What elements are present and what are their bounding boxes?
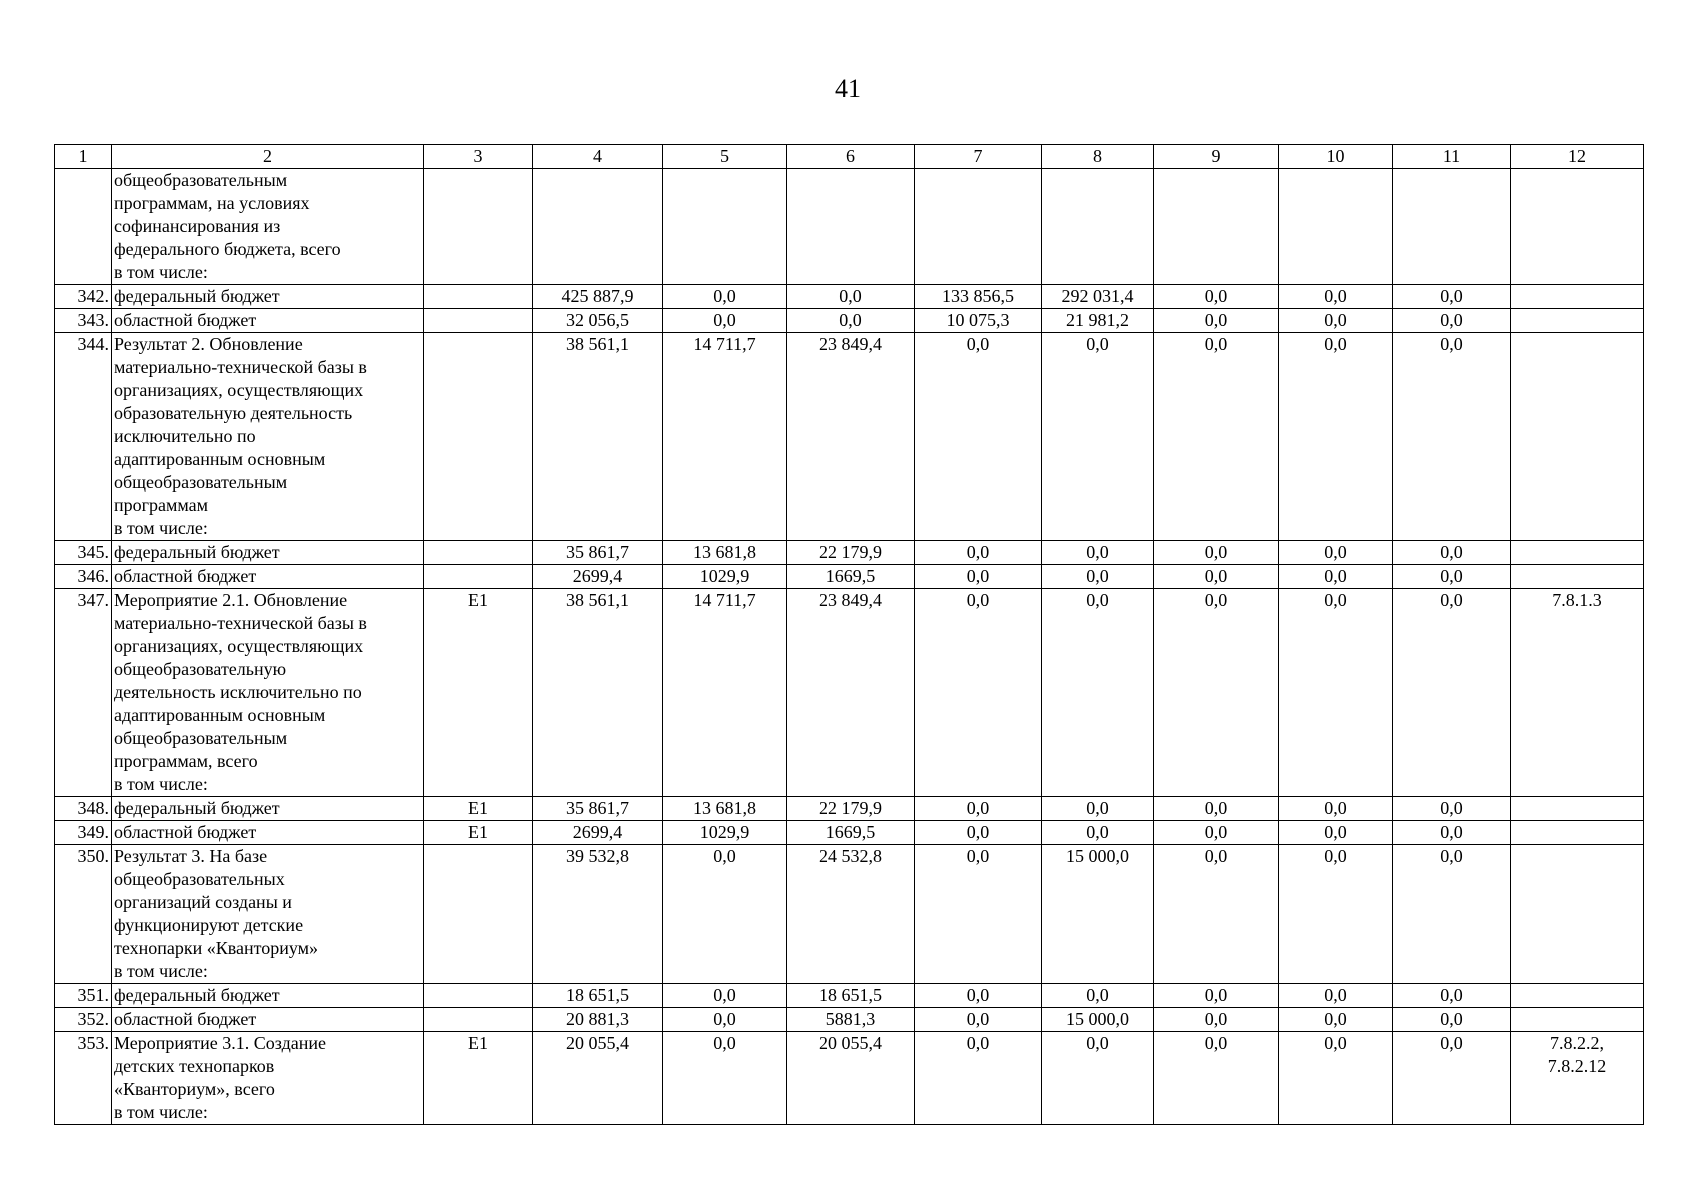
reference-cell [1511, 821, 1644, 845]
col-4-value-cell: 35 861,7 [533, 541, 663, 565]
col-7-value-cell: 0,0 [915, 589, 1042, 797]
row-number-cell: 351. [55, 984, 112, 1008]
row-number-cell: 349. [55, 821, 112, 845]
code-cell [424, 845, 533, 984]
col-11-value-cell: 0,0 [1393, 589, 1511, 797]
col-7-value-cell: 0,0 [915, 1032, 1042, 1125]
col-11-value-cell: 0,0 [1393, 1008, 1511, 1032]
col-5-value-cell [663, 169, 787, 285]
item-name-cell: Мероприятие 2.1. Обновление материально-технической базы в организациях, осуществляющих общеобразовательную деятельность исключительно по адаптированным основным общеобразовательным программам, всего в том числе: [112, 589, 424, 797]
col-5-value-cell: 0,0 [663, 1008, 787, 1032]
code-cell [424, 1008, 533, 1032]
code-cell: E1 [424, 821, 533, 845]
item-name-cell: областной бюджет [112, 565, 424, 589]
column-header: 12 [1511, 145, 1644, 169]
col-9-value-cell: 0,0 [1154, 309, 1279, 333]
table-row [55, 309, 1644, 333]
col-9-value-cell: 0,0 [1154, 845, 1279, 984]
col-5-value-cell: 0,0 [663, 1032, 787, 1125]
reference-cell [1511, 333, 1644, 541]
col-4-value-cell: 18 651,5 [533, 984, 663, 1008]
col-9-value-cell: 0,0 [1154, 285, 1279, 309]
code-cell [424, 309, 533, 333]
col-8-value-cell: 292 031,4 [1042, 285, 1154, 309]
col-4-value-cell: 2699,4 [533, 565, 663, 589]
col-4-value-cell: 39 532,8 [533, 845, 663, 984]
col-8-value-cell: 0,0 [1042, 541, 1154, 565]
col-4-value-cell: 38 561,1 [533, 333, 663, 541]
col-11-value-cell: 0,0 [1393, 797, 1511, 821]
column-header: 3 [424, 145, 533, 169]
col-10-value-cell: 0,0 [1279, 285, 1393, 309]
col-4-value-cell: 38 561,1 [533, 589, 663, 797]
reference-cell [1511, 797, 1644, 821]
table-row [55, 845, 1644, 984]
col-11-value-cell: 0,0 [1393, 285, 1511, 309]
col-11-value-cell: 0,0 [1393, 1032, 1511, 1125]
col-6-value-cell: 1669,5 [787, 821, 915, 845]
col-11-value-cell [1393, 169, 1511, 285]
reference-cell [1511, 541, 1644, 565]
col-5-value-cell: 14 711,7 [663, 333, 787, 541]
col-9-value-cell: 0,0 [1154, 821, 1279, 845]
col-6-value-cell: 0,0 [787, 309, 915, 333]
reference-cell [1511, 285, 1644, 309]
table-body [55, 169, 1644, 1125]
table-row [55, 1032, 1644, 1125]
reference-cell [1511, 565, 1644, 589]
code-cell [424, 285, 533, 309]
col-7-value-cell: 0,0 [915, 821, 1042, 845]
row-number-cell: 348. [55, 797, 112, 821]
item-name-cell: Результат 3. На базе общеобразовательных организаций созданы и функционируют детские технопарки «Кванториум» в том числе: [112, 845, 424, 984]
col-8-value-cell: 21 981,2 [1042, 309, 1154, 333]
col-8-value-cell: 0,0 [1042, 984, 1154, 1008]
column-header: 10 [1279, 145, 1393, 169]
code-cell: E1 [424, 589, 533, 797]
col-6-value-cell: 0,0 [787, 285, 915, 309]
item-name-cell: областной бюджет [112, 821, 424, 845]
table-row [55, 984, 1644, 1008]
col-9-value-cell: 0,0 [1154, 333, 1279, 541]
col-10-value-cell [1279, 169, 1393, 285]
col-9-value-cell: 0,0 [1154, 797, 1279, 821]
table-row [55, 541, 1644, 565]
reference-cell: 7.8.2.2, 7.8.2.12 [1511, 1032, 1644, 1125]
col-9-value-cell: 0,0 [1154, 1008, 1279, 1032]
col-11-value-cell: 0,0 [1393, 845, 1511, 984]
col-5-value-cell: 0,0 [663, 309, 787, 333]
column-header: 9 [1154, 145, 1279, 169]
col-5-value-cell: 0,0 [663, 984, 787, 1008]
col-4-value-cell: 20 881,3 [533, 1008, 663, 1032]
item-name-cell: федеральный бюджет [112, 285, 424, 309]
column-header: 1 [55, 145, 112, 169]
item-name-cell: Результат 2. Обновление материально-технической базы в организациях, осуществляющих образовательную деятельность исключительно по адаптированным основным общеобразовательным программам в том числе: [112, 333, 424, 541]
col-11-value-cell: 0,0 [1393, 984, 1511, 1008]
col-8-value-cell: 0,0 [1042, 821, 1154, 845]
row-number-cell: 353. [55, 1032, 112, 1125]
col-8-value-cell: 0,0 [1042, 1032, 1154, 1125]
col-8-value-cell: 15 000,0 [1042, 845, 1154, 984]
col-6-value-cell: 22 179,9 [787, 541, 915, 565]
row-number-cell [55, 169, 112, 285]
row-number-cell: 350. [55, 845, 112, 984]
col-11-value-cell: 0,0 [1393, 565, 1511, 589]
table-row [55, 797, 1644, 821]
reference-cell: 7.8.1.3 [1511, 589, 1644, 797]
col-6-value-cell: 18 651,5 [787, 984, 915, 1008]
column-number-row [55, 145, 1644, 169]
col-7-value-cell [915, 169, 1042, 285]
reference-cell [1511, 1008, 1644, 1032]
table-row [55, 285, 1644, 309]
col-9-value-cell: 0,0 [1154, 589, 1279, 797]
col-10-value-cell: 0,0 [1279, 1008, 1393, 1032]
col-7-value-cell: 10 075,3 [915, 309, 1042, 333]
code-cell: E1 [424, 797, 533, 821]
row-number-cell: 343. [55, 309, 112, 333]
col-6-value-cell: 23 849,4 [787, 333, 915, 541]
col-9-value-cell: 0,0 [1154, 984, 1279, 1008]
col-5-value-cell: 0,0 [663, 285, 787, 309]
column-header: 8 [1042, 145, 1154, 169]
col-6-value-cell: 23 849,4 [787, 589, 915, 797]
col-10-value-cell: 0,0 [1279, 541, 1393, 565]
col-4-value-cell: 32 056,5 [533, 309, 663, 333]
reference-cell [1511, 309, 1644, 333]
row-number-cell: 344. [55, 333, 112, 541]
table-row [55, 589, 1644, 797]
item-name-cell: федеральный бюджет [112, 797, 424, 821]
row-number-cell: 345. [55, 541, 112, 565]
col-8-value-cell: 15 000,0 [1042, 1008, 1154, 1032]
page-number: 41 [835, 74, 861, 103]
code-cell [424, 169, 533, 285]
reference-cell [1511, 169, 1644, 285]
col-10-value-cell: 0,0 [1279, 309, 1393, 333]
row-number-cell: 347. [55, 589, 112, 797]
column-header: 2 [112, 145, 424, 169]
col-4-value-cell [533, 169, 663, 285]
item-name-cell: общеобразовательным программам, на условиях софинансирования из федерального бюджета, всего в том числе: [112, 169, 424, 285]
col-10-value-cell: 0,0 [1279, 333, 1393, 541]
col-9-value-cell: 0,0 [1154, 541, 1279, 565]
col-10-value-cell: 0,0 [1279, 845, 1393, 984]
col-10-value-cell: 0,0 [1279, 589, 1393, 797]
col-8-value-cell: 0,0 [1042, 333, 1154, 541]
col-10-value-cell: 0,0 [1279, 1032, 1393, 1125]
col-9-value-cell: 0,0 [1154, 1032, 1279, 1125]
col-4-value-cell: 35 861,7 [533, 797, 663, 821]
col-7-value-cell: 133 856,5 [915, 285, 1042, 309]
col-7-value-cell: 0,0 [915, 1008, 1042, 1032]
col-7-value-cell: 0,0 [915, 797, 1042, 821]
col-9-value-cell [1154, 169, 1279, 285]
col-5-value-cell: 13 681,8 [663, 541, 787, 565]
item-name-cell: федеральный бюджет [112, 541, 424, 565]
item-name-cell: областной бюджет [112, 1008, 424, 1032]
col-11-value-cell: 0,0 [1393, 309, 1511, 333]
col-6-value-cell: 5881,3 [787, 1008, 915, 1032]
col-10-value-cell: 0,0 [1279, 821, 1393, 845]
table-row [55, 169, 1644, 285]
reference-cell [1511, 984, 1644, 1008]
table-row [55, 565, 1644, 589]
col-6-value-cell: 20 055,4 [787, 1032, 915, 1125]
col-4-value-cell: 20 055,4 [533, 1032, 663, 1125]
col-8-value-cell [1042, 169, 1154, 285]
item-name-cell: федеральный бюджет [112, 984, 424, 1008]
col-7-value-cell: 0,0 [915, 565, 1042, 589]
code-cell [424, 565, 533, 589]
col-7-value-cell: 0,0 [915, 333, 1042, 541]
col-11-value-cell: 0,0 [1393, 821, 1511, 845]
col-7-value-cell: 0,0 [915, 845, 1042, 984]
code-cell [424, 541, 533, 565]
col-4-value-cell: 425 887,9 [533, 285, 663, 309]
col-5-value-cell: 1029,9 [663, 565, 787, 589]
col-8-value-cell: 0,0 [1042, 565, 1154, 589]
row-number-cell: 346. [55, 565, 112, 589]
col-11-value-cell: 0,0 [1393, 333, 1511, 541]
column-header: 4 [533, 145, 663, 169]
code-cell [424, 333, 533, 541]
col-10-value-cell: 0,0 [1279, 565, 1393, 589]
col-10-value-cell: 0,0 [1279, 797, 1393, 821]
column-header: 11 [1393, 145, 1511, 169]
col-5-value-cell: 0,0 [663, 845, 787, 984]
col-6-value-cell: 22 179,9 [787, 797, 915, 821]
col-5-value-cell: 13 681,8 [663, 797, 787, 821]
col-4-value-cell: 2699,4 [533, 821, 663, 845]
budget-table [54, 144, 1644, 1125]
col-7-value-cell: 0,0 [915, 984, 1042, 1008]
col-5-value-cell: 1029,9 [663, 821, 787, 845]
col-6-value-cell: 1669,5 [787, 565, 915, 589]
item-name-cell: областной бюджет [112, 309, 424, 333]
col-6-value-cell: 24 532,8 [787, 845, 915, 984]
col-8-value-cell: 0,0 [1042, 797, 1154, 821]
code-cell: E1 [424, 1032, 533, 1125]
item-name-cell: Мероприятие 3.1. Создание детских технопарков «Кванториум», всего в том числе: [112, 1032, 424, 1125]
table-row [55, 1008, 1644, 1032]
column-header: 6 [787, 145, 915, 169]
code-cell [424, 984, 533, 1008]
col-9-value-cell: 0,0 [1154, 565, 1279, 589]
col-11-value-cell: 0,0 [1393, 541, 1511, 565]
col-8-value-cell: 0,0 [1042, 589, 1154, 797]
row-number-cell: 352. [55, 1008, 112, 1032]
col-10-value-cell: 0,0 [1279, 984, 1393, 1008]
col-7-value-cell: 0,0 [915, 541, 1042, 565]
reference-cell [1511, 845, 1644, 984]
col-6-value-cell [787, 169, 915, 285]
table-row [55, 333, 1644, 541]
column-header: 7 [915, 145, 1042, 169]
table-row [55, 821, 1644, 845]
column-header: 5 [663, 145, 787, 169]
col-5-value-cell: 14 711,7 [663, 589, 787, 797]
row-number-cell: 342. [55, 285, 112, 309]
